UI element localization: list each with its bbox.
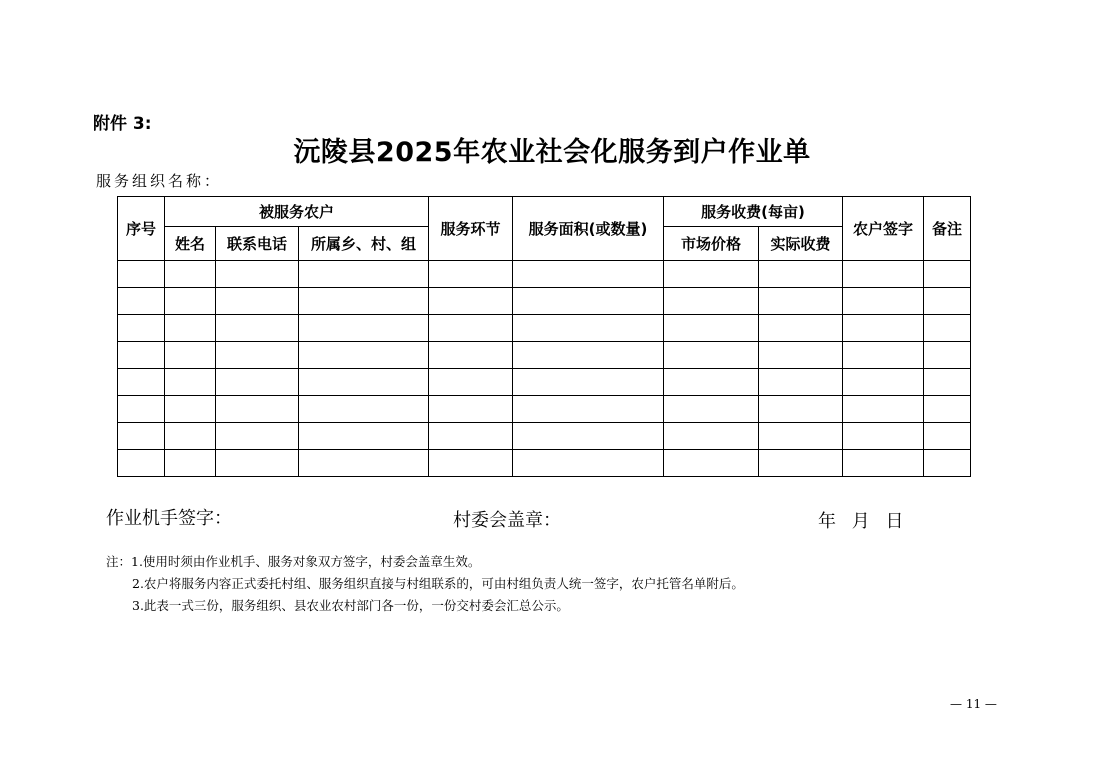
header-market-price: 市场价格: [664, 227, 759, 261]
table-cell[interactable]: [429, 261, 513, 288]
header-farmer-signature: 农户签字: [843, 197, 924, 261]
table-cell[interactable]: [429, 315, 513, 342]
table-cell[interactable]: [759, 342, 843, 369]
table-cell[interactable]: [118, 396, 165, 423]
table-cell[interactable]: [299, 261, 429, 288]
table-cell[interactable]: [299, 369, 429, 396]
table-cell[interactable]: [165, 450, 216, 477]
table-cell[interactable]: [513, 396, 664, 423]
table-cell[interactable]: [664, 315, 759, 342]
table-cell[interactable]: [513, 342, 664, 369]
note-2: 2.农户将服务内容正式委托村组、服务组织直接与村组联系的，可由村组负责人统一签字，农户托管名单附后。: [132, 576, 744, 591]
table-cell[interactable]: [843, 396, 924, 423]
table-cell[interactable]: [843, 288, 924, 315]
table-cell[interactable]: [216, 261, 299, 288]
table-cell[interactable]: [216, 396, 299, 423]
table-row: [118, 288, 971, 315]
note-1: 注：1.使用时须由作业机手、服务对象双方签字，村委会盖章生效。: [106, 554, 481, 569]
page-number: — 11 —: [950, 697, 997, 711]
table-cell[interactable]: [165, 288, 216, 315]
table-cell[interactable]: [664, 450, 759, 477]
org-name-label: 服务组织名称：: [96, 172, 223, 190]
table-cell[interactable]: [924, 315, 971, 342]
table-cell[interactable]: [843, 261, 924, 288]
table-cell[interactable]: [165, 369, 216, 396]
date-label: 年 月 日: [818, 511, 904, 532]
table-cell[interactable]: [429, 450, 513, 477]
table-cell[interactable]: [118, 423, 165, 450]
note-3: 3.此表一式三份，服务组织、县农业农村部门各一份，一份交村委会汇总公示。: [132, 598, 569, 613]
table-cell[interactable]: [165, 315, 216, 342]
table-cell[interactable]: [924, 288, 971, 315]
table-cell[interactable]: [759, 450, 843, 477]
table-cell[interactable]: [165, 396, 216, 423]
table-cell[interactable]: [429, 396, 513, 423]
table-cell[interactable]: [513, 450, 664, 477]
table-cell[interactable]: [843, 423, 924, 450]
table-cell[interactable]: [924, 423, 971, 450]
table-cell[interactable]: [924, 396, 971, 423]
table-cell[interactable]: [165, 261, 216, 288]
table-cell[interactable]: [216, 288, 299, 315]
header-service-stage: 服务环节: [429, 197, 513, 261]
table-cell[interactable]: [299, 450, 429, 477]
notes: [106, 551, 744, 617]
document-title: 沅陵县2025年农业社会化服务到户作业单: [293, 137, 811, 168]
table-row: [118, 396, 971, 423]
operator-signature-label: 作业机手签字：: [106, 508, 232, 529]
attachment-label: 附件 3:: [93, 114, 152, 134]
header-actual-fee: 实际收费: [759, 227, 843, 261]
table-cell[interactable]: [924, 369, 971, 396]
table-cell[interactable]: [429, 423, 513, 450]
header-name: 姓名: [165, 227, 216, 261]
table-cell[interactable]: [664, 261, 759, 288]
table-cell[interactable]: [513, 369, 664, 396]
table-cell[interactable]: [513, 261, 664, 288]
table-cell[interactable]: [165, 342, 216, 369]
table-cell[interactable]: [299, 396, 429, 423]
table-cell[interactable]: [299, 288, 429, 315]
table-cell[interactable]: [299, 423, 429, 450]
table-cell[interactable]: [843, 315, 924, 342]
table-row: [118, 369, 971, 396]
table-cell[interactable]: [924, 450, 971, 477]
table-cell[interactable]: [118, 342, 165, 369]
table-cell[interactable]: [664, 369, 759, 396]
table-cell[interactable]: [759, 369, 843, 396]
header-phone: 联系电话: [216, 227, 299, 261]
table-cell[interactable]: [429, 288, 513, 315]
table-cell[interactable]: [513, 315, 664, 342]
header-service-area: 服务面积(或数量): [513, 197, 664, 261]
table-body: [118, 261, 971, 477]
table-cell[interactable]: [843, 369, 924, 396]
table-row: [118, 315, 971, 342]
table-cell[interactable]: [759, 288, 843, 315]
table-cell[interactable]: [664, 288, 759, 315]
table-cell[interactable]: [165, 423, 216, 450]
table-cell[interactable]: [216, 423, 299, 450]
table-cell[interactable]: [216, 342, 299, 369]
table-row: [118, 261, 971, 288]
table-cell[interactable]: [759, 261, 843, 288]
table-cell[interactable]: [216, 315, 299, 342]
table-cell[interactable]: [664, 423, 759, 450]
table-cell[interactable]: [429, 342, 513, 369]
work-order-table: [117, 196, 971, 477]
table-row: [118, 450, 971, 477]
village-seal-label: 村委会盖章：: [453, 510, 561, 531]
table-cell[interactable]: [664, 342, 759, 369]
table-cell[interactable]: [924, 342, 971, 369]
table-cell[interactable]: [429, 369, 513, 396]
table-cell[interactable]: [664, 396, 759, 423]
table-cell[interactable]: [118, 288, 165, 315]
table-cell[interactable]: [216, 450, 299, 477]
table-cell[interactable]: [118, 261, 165, 288]
table-cell[interactable]: [299, 342, 429, 369]
table-cell[interactable]: [299, 315, 429, 342]
table-cell[interactable]: [118, 369, 165, 396]
table-cell[interactable]: [118, 450, 165, 477]
table-row: [118, 342, 971, 369]
table-cell[interactable]: [843, 450, 924, 477]
table-cell[interactable]: [843, 342, 924, 369]
table-cell[interactable]: [118, 315, 165, 342]
table-row: [118, 423, 971, 450]
table-cell[interactable]: [513, 423, 664, 450]
table-cell[interactable]: [759, 315, 843, 342]
table-cell[interactable]: [759, 396, 843, 423]
table-cell[interactable]: [216, 369, 299, 396]
header-fee-group: 服务收费(每亩): [664, 197, 843, 227]
header-farmer-group: 被服务农户: [165, 197, 429, 227]
table-cell[interactable]: [924, 261, 971, 288]
table-cell[interactable]: [759, 423, 843, 450]
header-seq: 序号: [118, 197, 165, 261]
header-remarks: 备注: [924, 197, 971, 261]
table-cell[interactable]: [513, 288, 664, 315]
header-address: 所属乡、村、组: [299, 227, 429, 261]
